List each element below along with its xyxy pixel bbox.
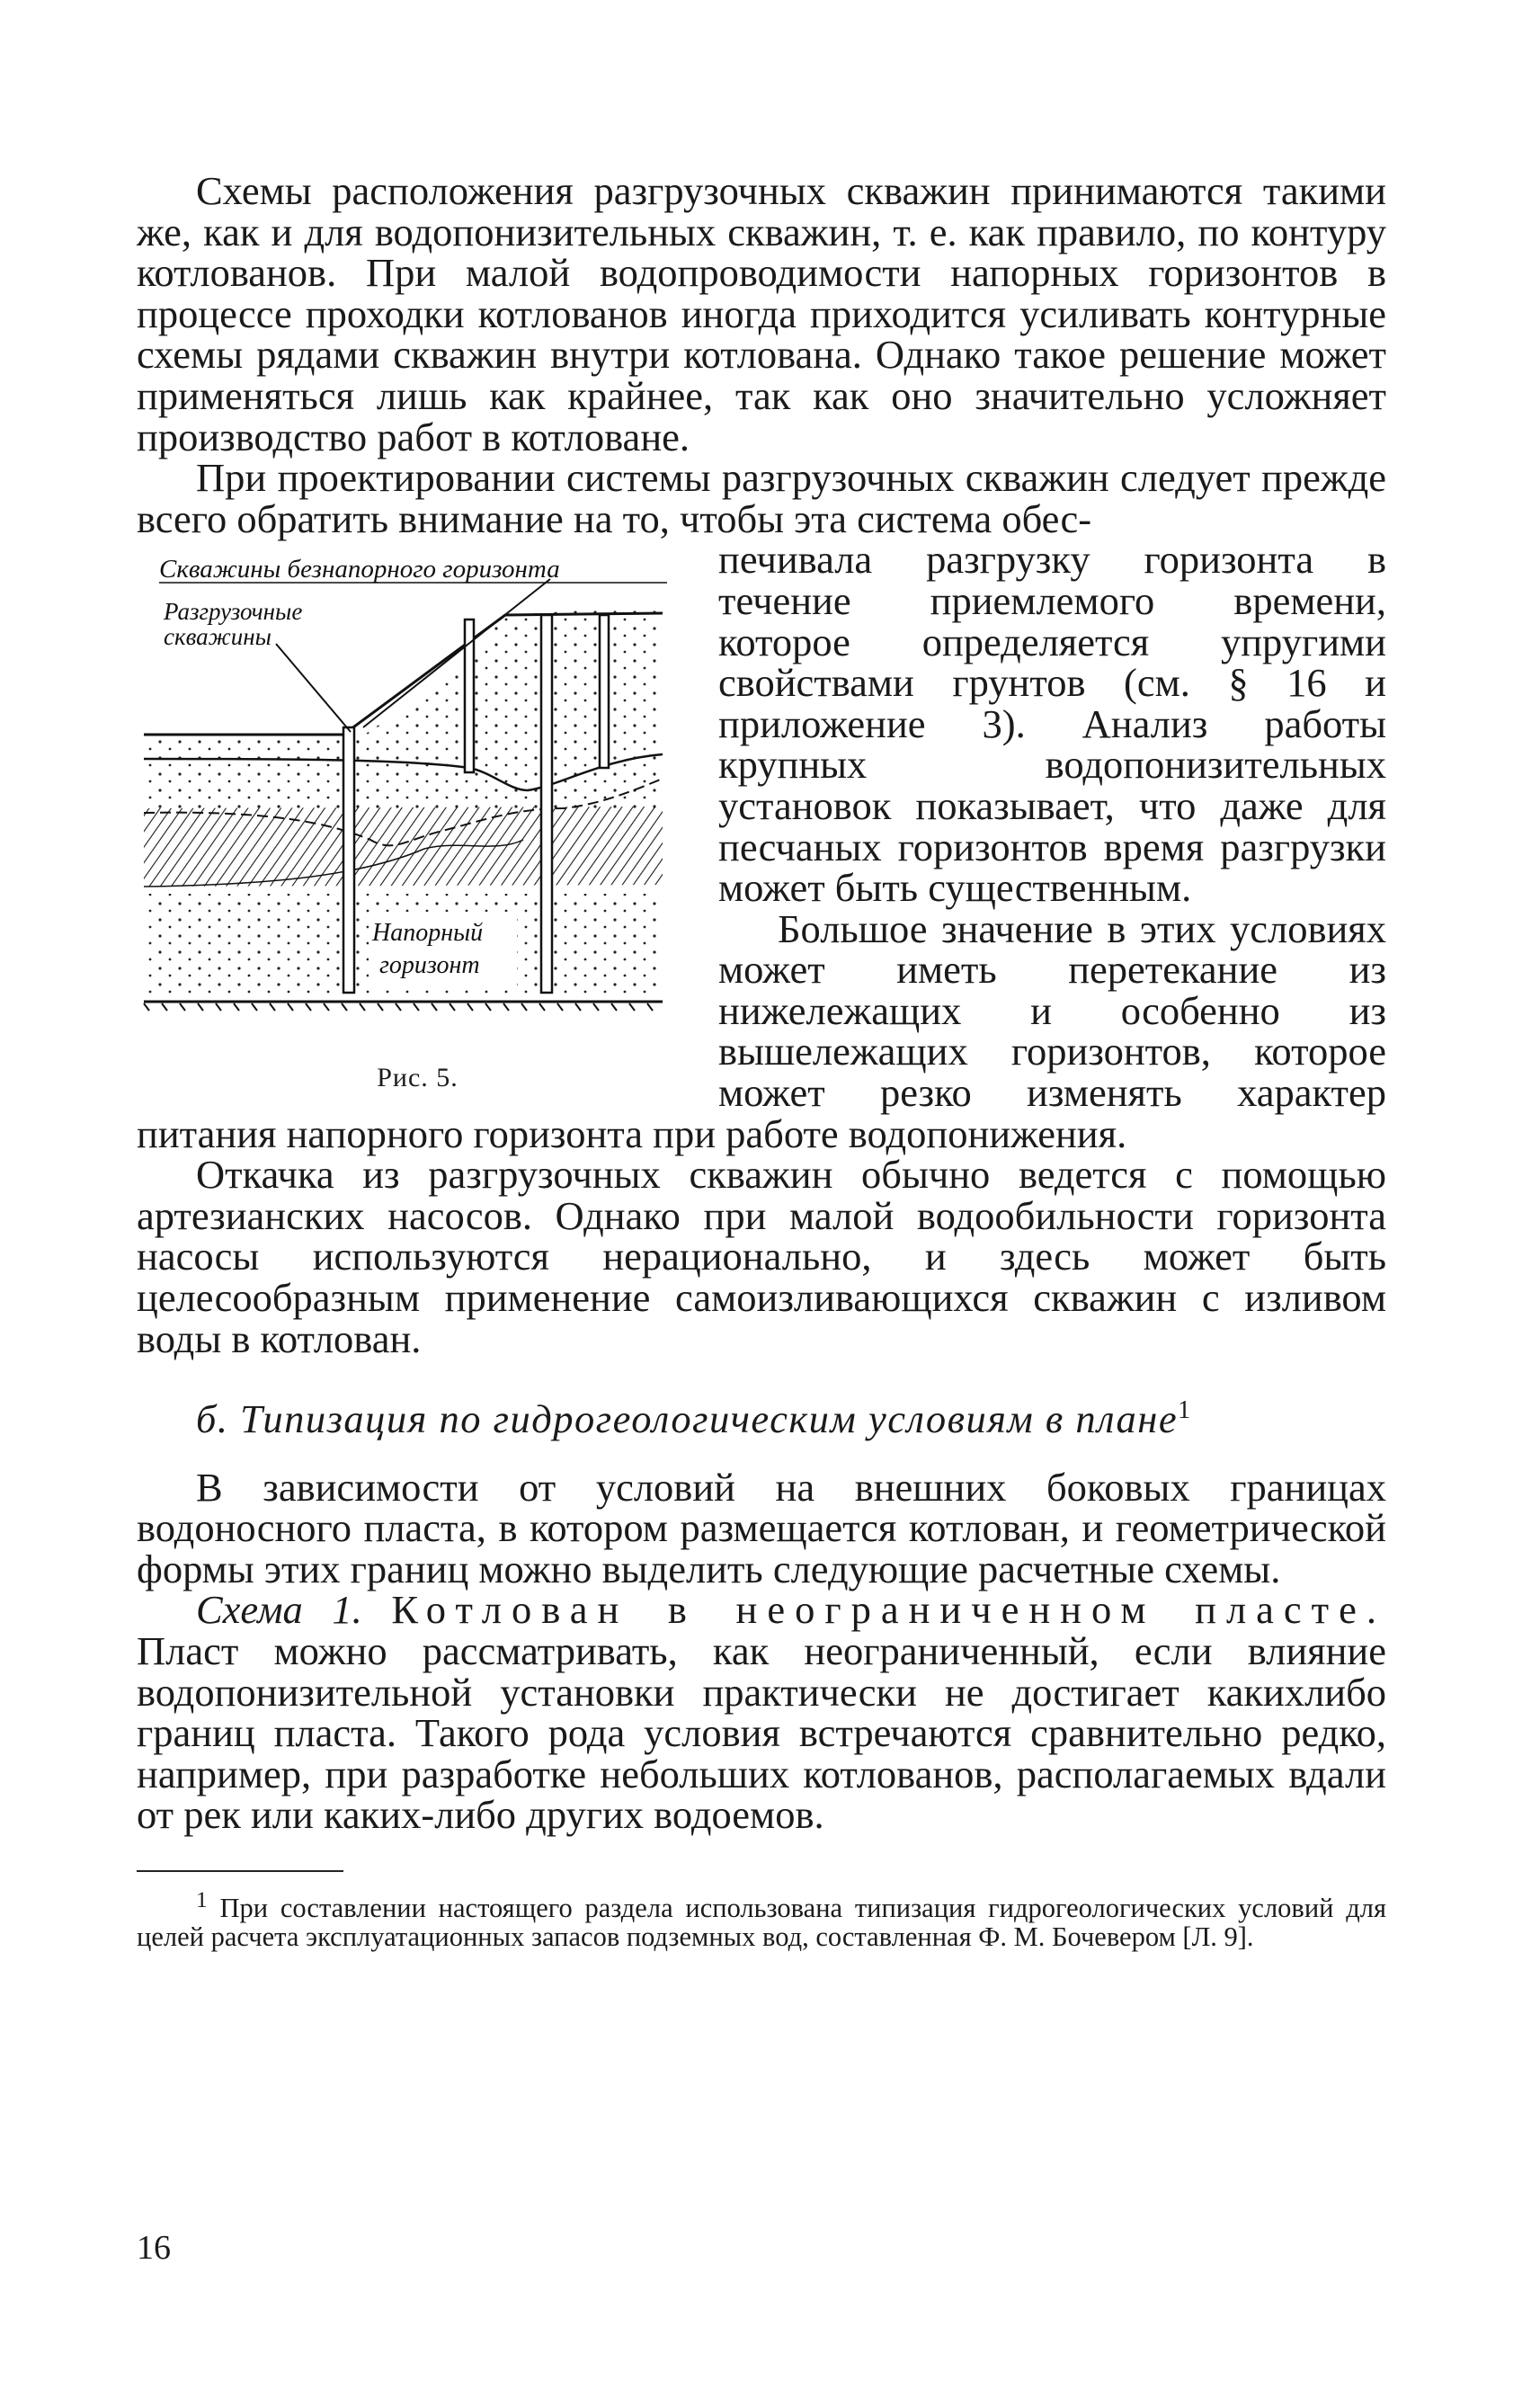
paragraph-1: Схемы расположения разгрузочных скважин принимаются такими же, как и для водопонизительных скважин, т. е. как правило, по контуру котлованов. При малой водопроводимости напорных горизонтов в процессе проходки котлованов иногда приходится усиливать контурные схемы рядами скважин внутри котлована. Однако такое решение может применяться лишь как крайнее, так как оно значительно усложняет производство работ в котловане. bbox=[137, 168, 1386, 459]
label-relief-wells-1: Разгрузочные bbox=[164, 598, 303, 626]
paragraph-2-wrapped: печивала разгрузку горизонта в течение приемлемого времени, которое определяется упругими свойствами грунтов (см. § 16 и приложение 3). Анализ работы крупных водопонизительных установок показывает, что даже для песчаных горизонтов время разгрузки может быть существенным. bbox=[718, 537, 1386, 911]
paragraph-6 bbox=[137, 1587, 1386, 1838]
label-relief-wells-2: скважины bbox=[164, 623, 272, 651]
paragraph-4: Откачка из разгрузочных скважин обычно ведется с помощью артезианских насосов. Однако при малой водообильности горизонта насосы используются нерационально, и здесь может быть целесообразным применение самоизливающихся скважин с изливом воды в котлован. bbox=[137, 1152, 1386, 1361]
label-pressure-horizon-1: Напорный bbox=[372, 919, 484, 948]
label-unconfined-wells: Скважины безнапорного горизонта bbox=[159, 555, 560, 584]
paragraph-2-intro: При проектировании системы разгрузочных скважин следует прежде всего обратить внимание на то, чтобы эта система обес- bbox=[137, 455, 1386, 541]
footnote: $^1$ При составлении настоящего раздела использована типизация гидрогеологических условий для целей расчета эксплуатационных запасов подземных вод, составленная Ф. М. Бочевером [Л. 9]. bbox=[137, 1886, 1387, 1952]
unconfined-well-2 bbox=[600, 615, 609, 768]
figure-5 bbox=[137, 543, 699, 1093]
page-body bbox=[137, 168, 1387, 1952]
cross-section-diagram bbox=[137, 543, 699, 1047]
footnote-rule bbox=[137, 1870, 343, 1872]
section-heading: б. Типизация по гидрогеологическим условиям в плане$^1$ bbox=[196, 1396, 1192, 1442]
scheme-text: Пласт можно рассматривать, как неограниченный, если влияние водопонизительной установки практически не достигает какихлибо границ пласта. Такого рода условия встречаются сравнительно редко, например, при разработке небольших котлованов, располагаемых вдали от рек или каких-либо других водоемов. bbox=[137, 1628, 1386, 1838]
heading-footnote-mark: 1 bbox=[1178, 1396, 1192, 1425]
label-pressure-horizon-2: горизонт bbox=[379, 951, 480, 980]
page-number: 16 bbox=[137, 2229, 171, 2267]
scheme-label: Схема 1. bbox=[196, 1587, 362, 1633]
scheme-title: Котлован в неограниченном пласте. bbox=[391, 1587, 1386, 1633]
figure-caption: Рис. 5. bbox=[377, 1063, 458, 1093]
paragraph-3: Большое значение в этих условиях может иметь перетекание из нижележащих и особенно из вышележащих горизонтов, которое может резко изменять характер питания напорного горизонта при работе водопонижения. bbox=[137, 905, 1386, 1156]
base-hatch bbox=[144, 1003, 653, 1011]
clay-layer bbox=[144, 807, 663, 887]
paragraph-5: В зависимости от условий на внешних боковых границах водоносного пласта, в котором размещается котлован, и геометрической формы этих границ можно выделить следующие расчетные схемы. bbox=[137, 1464, 1386, 1591]
relief-well-right bbox=[541, 615, 552, 993]
relief-well-left bbox=[343, 727, 354, 993]
